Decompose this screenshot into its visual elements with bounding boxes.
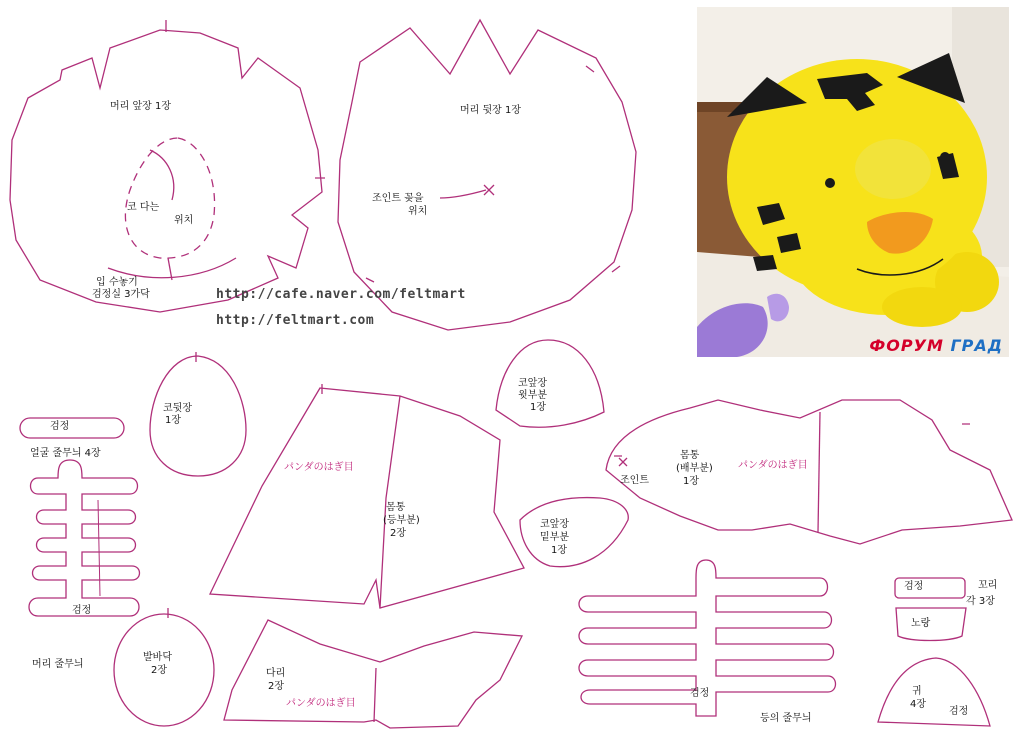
nose-attach-outline: [125, 138, 214, 258]
belly-label-2: (배부분): [676, 463, 713, 474]
belly-label-3: 1장: [683, 476, 700, 487]
ear-piece: [878, 658, 990, 726]
paw-label-1: 발바닥: [143, 652, 172, 663]
joint-label-1: 조인트 꽂을: [372, 193, 424, 204]
panda-seam-label-1: パンダのはぎ目: [284, 462, 354, 473]
head-back-label: 머리 뒷장 1장: [460, 105, 522, 116]
tail-yellow-label: 노랑: [911, 618, 931, 629]
head-black-label: 검정: [72, 605, 92, 616]
tail-label-2: 각 3장: [966, 596, 995, 607]
legs-label-1: 다리: [266, 668, 286, 679]
nose-front-top-label-3: 1장: [530, 402, 547, 413]
body-back-label-1: 몸통: [386, 502, 406, 513]
nose-front-bottom-piece: [520, 498, 628, 567]
back-stripes-label: 등의 줄무늬: [760, 713, 812, 724]
face-stripe-bar: [20, 418, 124, 438]
head-stripes-piece: [29, 460, 140, 616]
head-front-label: 머리 앞장 1장: [110, 101, 172, 112]
nose-front-top-label-2: 윗부분: [518, 390, 547, 401]
mouth-line: [168, 258, 172, 280]
body-back-label-3: 2장: [390, 528, 407, 539]
watermark-part2: ГРАД: [950, 336, 1003, 355]
mouth-curve: [108, 258, 236, 278]
ear-label-2: 4장: [910, 699, 927, 710]
cafe-url: http://cafe.naver.com/feltmart: [216, 287, 466, 302]
mouth-label-2: 검정실 3가닥: [92, 289, 150, 300]
nose-front-top-piece: [496, 340, 604, 427]
body-back-label-2: (등부분): [383, 515, 420, 526]
nose-back-label-2: 1장: [165, 415, 182, 426]
ear-label-1: 귀: [912, 686, 922, 697]
back-black-label: 검정: [690, 688, 710, 699]
tail-label-1: 꼬리: [978, 580, 998, 591]
site-url: http://feltmart.com: [216, 313, 375, 328]
face-black-label: 검정: [50, 421, 70, 432]
panda-seam-label-2: パンダのはぎ目: [286, 698, 356, 709]
head-front-piece: [10, 30, 322, 312]
ear-black-label: 검정: [949, 706, 969, 717]
legs-label-2: 2장: [268, 681, 285, 692]
nose-front-top-label-1: 코앞장: [518, 378, 547, 389]
tiger-illustration: [697, 7, 1009, 357]
tail-black-label: 검정: [904, 581, 924, 592]
nose-front-bottom-label-3: 1장: [551, 545, 568, 556]
joint-label-2: 위치: [408, 206, 428, 217]
belly-piece: [606, 400, 1012, 544]
nose-attach-label-2: 위치: [174, 215, 194, 226]
belly-label-1: 몸통: [680, 450, 700, 461]
belly-joint-label: 조인트: [620, 475, 649, 486]
head-back-piece: [338, 20, 636, 330]
nose-pointer: [150, 150, 174, 200]
head-stripes-label: 머리 줄무늬: [32, 659, 84, 670]
nose-back-label-1: 코뒷장: [163, 403, 192, 414]
paw-label-2: 2장: [151, 665, 168, 676]
watermark-part1: ФОРУМ: [869, 336, 944, 355]
tail-yellow-piece: [896, 608, 966, 641]
face-stripes-label: 얼굴 줄무늬 4장: [30, 448, 101, 459]
belly-joint-mark: [619, 458, 627, 466]
mouth-label-1: 입 수놓기: [96, 277, 138, 288]
forum-watermark: [869, 336, 1003, 355]
panda-seam-label-3: パンダのはぎ目: [738, 460, 808, 471]
body-back-piece: [210, 388, 524, 608]
felt-tiger-photo: [697, 7, 1009, 357]
nose-front-bottom-label-2: 밑부분: [540, 532, 569, 543]
nose-front-bottom-label-1: 코앞장: [540, 519, 569, 530]
nose-attach-label-1: 코 다는: [127, 202, 160, 213]
